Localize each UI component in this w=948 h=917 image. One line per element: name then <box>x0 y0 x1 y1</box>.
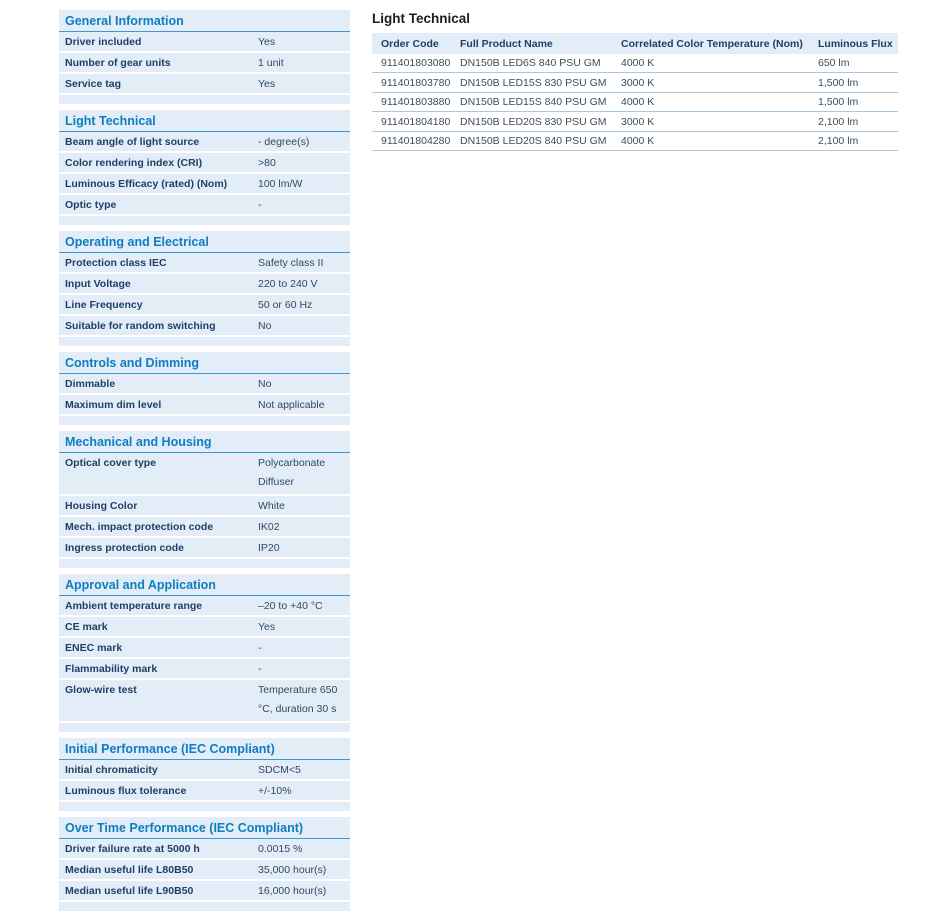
spec-value: Not applicable <box>258 399 325 411</box>
spec-row <box>59 195 350 216</box>
spec-section <box>59 110 350 225</box>
spec-label: Color rendering index (CRI) <box>65 157 203 169</box>
spec-label: Housing Color <box>65 500 138 512</box>
spec-row <box>59 617 350 638</box>
spec-value: 220 to 240 V <box>258 278 318 290</box>
spec-label: Luminous flux tolerance <box>65 785 187 797</box>
spec-section <box>59 817 350 911</box>
table-cell: 2,100 lm <box>809 131 898 151</box>
section-title: Light Technical <box>59 110 350 132</box>
table-title: Light Technical <box>372 11 471 26</box>
spec-row <box>59 32 350 53</box>
spec-value: SDCM<5 <box>258 764 301 776</box>
spec-label: Number of gear units <box>65 57 171 69</box>
spec-label: Optical cover type <box>65 457 157 469</box>
table-cell: DN150B LED15S 830 PSU GM <box>451 73 612 93</box>
spec-value: IP20 <box>258 542 280 554</box>
spec-section <box>59 431 350 568</box>
spec-row <box>59 153 350 174</box>
table-body <box>372 54 898 151</box>
spec-row <box>59 374 350 395</box>
column-header: Correlated Color Temperature (Nom) <box>612 33 809 54</box>
spec-row <box>59 316 350 337</box>
spec-value: 100 lm/W <box>258 178 303 190</box>
spec-label: Median useful life L90B50 <box>65 885 194 897</box>
spec-section <box>59 574 350 732</box>
spec-label: Service tag <box>65 78 122 90</box>
spec-value: –20 to +40 °C <box>258 600 323 612</box>
spec-value: IK02 <box>258 521 280 533</box>
column-header: Full Product Name <box>451 33 612 54</box>
table-cell: 2,100 lm <box>809 112 898 132</box>
spec-label: Suitable for random switching <box>65 320 216 332</box>
spec-row <box>59 538 350 559</box>
spec-section <box>59 10 350 104</box>
spec-label: Maximum dim level <box>65 399 162 411</box>
spec-label: ENEC mark <box>65 642 123 654</box>
spec-value: Yes <box>258 36 276 48</box>
table-cell: 911401803780 <box>372 73 451 93</box>
table-cell: 1,500 lm <box>809 92 898 112</box>
section-rows <box>59 32 350 95</box>
spec-row <box>59 781 350 802</box>
table-cell: 911401803080 <box>372 54 451 73</box>
section-rows <box>59 760 350 802</box>
page-content <box>59 10 898 917</box>
table-row <box>372 92 898 112</box>
spec-row <box>59 53 350 74</box>
spec-label: Driver included <box>65 36 142 48</box>
spec-value: Temperature 650 °C, duration 30 s <box>258 684 338 715</box>
table-cell: DN150B LED20S 840 PSU GM <box>451 131 612 151</box>
spec-row <box>59 839 350 860</box>
spec-label: Dimmable <box>65 378 116 390</box>
spec-value: Safety class II <box>258 257 324 269</box>
spec-value: Polycarbonate Diffuser <box>258 457 326 488</box>
light-technical-block <box>372 10 898 151</box>
spec-value: 50 or 60 Hz <box>258 299 313 311</box>
spec-label: Input Voltage <box>65 278 131 290</box>
spec-row <box>59 74 350 95</box>
section-rows <box>59 453 350 559</box>
spec-value: 35,000 hour(s) <box>258 864 327 876</box>
spec-row <box>59 680 350 723</box>
spec-label: Glow-wire test <box>65 684 137 696</box>
spec-label: Protection class IEC <box>65 257 167 269</box>
spec-label: Initial chromaticity <box>65 764 158 776</box>
spec-section <box>59 738 350 811</box>
spec-row <box>59 395 350 416</box>
spec-value: Yes <box>258 78 276 90</box>
spec-row <box>59 638 350 659</box>
spec-label: Luminous Efficacy (rated) (Nom) <box>65 178 228 190</box>
table-cell: 650 lm <box>809 54 898 73</box>
section-rows <box>59 596 350 723</box>
spec-row <box>59 132 350 153</box>
section-title: General Information <box>59 10 350 32</box>
spec-row <box>59 659 350 680</box>
spec-row <box>59 453 350 496</box>
spec-label: Line Frequency <box>65 299 143 311</box>
table-cell: DN150B LED20S 830 PSU GM <box>451 112 612 132</box>
spec-row <box>59 760 350 781</box>
section-rows <box>59 253 350 337</box>
table-cell: DN150B LED6S 840 PSU GM <box>451 54 612 73</box>
table-cell: 1,500 lm <box>809 73 898 93</box>
spec-label: Optic type <box>65 199 117 211</box>
spec-row <box>59 274 350 295</box>
spec-panel <box>59 10 350 917</box>
spec-section <box>59 352 350 425</box>
table-cell: 3000 K <box>612 73 809 93</box>
section-rows <box>59 839 350 902</box>
section-title: Approval and Application <box>59 574 350 596</box>
spec-label: Ambient temperature range <box>65 600 203 612</box>
section-title: Over Time Performance (IEC Compliant) <box>59 817 350 839</box>
table-cell: 4000 K <box>612 131 809 151</box>
spec-row <box>59 174 350 195</box>
column-header: Luminous Flux <box>809 33 898 54</box>
table-cell: 4000 K <box>612 54 809 73</box>
table-cell: 911401804280 <box>372 131 451 151</box>
section-title: Controls and Dimming <box>59 352 350 374</box>
spec-section <box>59 231 350 346</box>
section-rows <box>59 374 350 416</box>
spec-value: Yes <box>258 621 276 633</box>
spec-label: CE mark <box>65 621 108 633</box>
spec-row <box>59 860 350 881</box>
section-title: Operating and Electrical <box>59 231 350 253</box>
spec-value: White <box>258 500 285 512</box>
spec-label: Mech. impact protection code <box>65 521 214 533</box>
table-row <box>372 73 898 93</box>
spec-row <box>59 496 350 517</box>
table-cell: 911401803880 <box>372 92 451 112</box>
spec-value: >80 <box>258 157 276 169</box>
table-cell: 3000 K <box>612 112 809 132</box>
spec-row <box>59 517 350 538</box>
spec-value: No <box>258 378 272 390</box>
spec-row <box>59 295 350 316</box>
spec-value: - <box>258 199 262 211</box>
table-row <box>372 131 898 151</box>
spec-value: - degree(s) <box>258 136 310 148</box>
spec-row <box>59 596 350 617</box>
table-cell: DN150B LED15S 840 PSU GM <box>451 92 612 112</box>
column-header: Order Code <box>372 33 451 54</box>
spec-row <box>59 253 350 274</box>
section-title: Mechanical and Housing <box>59 431 350 453</box>
spec-label: Driver failure rate at 5000 h <box>65 843 200 855</box>
table-header-row <box>372 33 898 54</box>
spec-label: Beam angle of light source <box>65 136 200 148</box>
table-row <box>372 112 898 132</box>
spec-value: 1 unit <box>258 57 284 69</box>
table-row <box>372 54 898 73</box>
spec-value: +/-10% <box>258 785 292 797</box>
spec-label: Median useful life L80B50 <box>65 864 194 876</box>
light-technical-table <box>372 33 898 151</box>
spec-label: Flammability mark <box>65 663 158 675</box>
section-title: Initial Performance (IEC Compliant) <box>59 738 350 760</box>
spec-label: Ingress protection code <box>65 542 185 554</box>
section-rows <box>59 132 350 216</box>
table-cell: 4000 K <box>612 92 809 112</box>
spec-value: No <box>258 320 272 332</box>
spec-value: 0.0015 % <box>258 843 303 855</box>
spec-value: - <box>258 642 262 654</box>
spec-value: 16,000 hour(s) <box>258 885 327 897</box>
spec-value: - <box>258 663 262 675</box>
table-cell: 911401804180 <box>372 112 451 132</box>
spec-row <box>59 881 350 902</box>
